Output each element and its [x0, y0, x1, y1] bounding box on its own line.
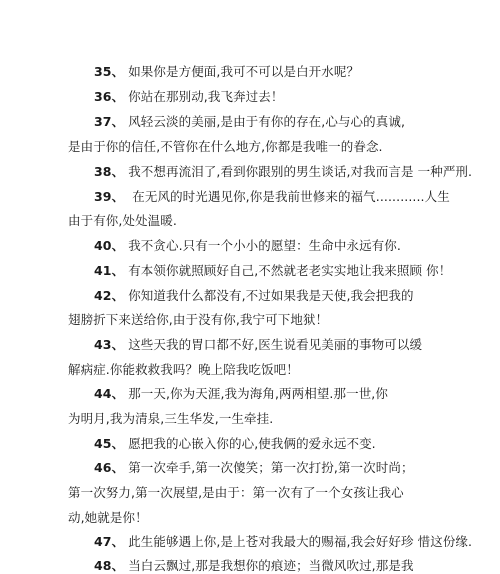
item-text: 那一天,你为天涯,我为海角,两两相望.那一世,你 — [128, 386, 388, 401]
list-item — [94, 288, 414, 304]
item-number: 41、 — [94, 263, 125, 278]
item-number: 48、 — [94, 558, 125, 573]
list-item — [94, 114, 405, 130]
item-text: 有本领你就照顾好自己,不然就老老实实地让我来照顾 你！ — [128, 263, 452, 278]
item-continuation: 翅膀折下来送给你,由于没有你,我宁可下地狱！ — [68, 312, 329, 327]
item-number: 43、 — [94, 337, 125, 352]
item-number: 45、 — [94, 436, 125, 451]
list-item — [94, 386, 388, 402]
item-text: 如果你是方便面,我可不可以是白开水呢？ — [128, 64, 360, 79]
item-text: 风轻云淡的美丽,是由于有你的存在,心与心的真诚, — [128, 114, 406, 129]
item-number: 37、 — [94, 114, 125, 129]
list-item — [94, 64, 359, 80]
item-text: 当白云飘过,那是我想你的痕迹；当微风吹过,那是我 — [128, 558, 414, 573]
item-number: 40、 — [94, 238, 125, 253]
item-text: 在无风的时光遇见你,你是我前世修来的福气............人生 — [128, 189, 450, 204]
item-number: 42、 — [94, 288, 125, 303]
item-continuation: 由于有你,处处温暖. — [68, 213, 177, 228]
list-item — [94, 89, 283, 105]
item-text: 我不贪心.只有一个小小的愿望：生命中永远有你. — [128, 238, 401, 253]
item-continuation: 第一次努力,第一次展望,是由于：第一次有了一个女孩让我心 — [68, 485, 404, 500]
list-item — [94, 238, 401, 254]
item-text: 我不想再流泪了,看到你跟别的男生谈话,对我而言是 一种严刑. — [128, 164, 473, 179]
item-text: 愿把我的心嵌入你的心,使我俩的爱永远不变. — [128, 436, 376, 451]
item-continuation: 动,她就是你！ — [68, 510, 148, 525]
item-text: 你站在那别动,我飞奔过去！ — [128, 89, 284, 104]
item-continuation: 为明月,我为清泉,三生华发,一生牵挂. — [68, 411, 274, 426]
list-item — [94, 337, 422, 353]
item-number: 36、 — [94, 89, 125, 104]
list-item — [94, 189, 450, 205]
list-item — [94, 460, 414, 476]
item-number: 46、 — [94, 460, 125, 475]
item-number: 39、 — [94, 189, 125, 204]
item-continuation: 是由于你的信任,不管你在什么地方,你都是我唯一的眷念. — [68, 139, 383, 154]
list-item — [94, 263, 451, 279]
item-text: 第一次牵手,第一次傻笑；第一次打扮,第一次时尚； — [128, 460, 414, 475]
item-number: 38、 — [94, 164, 125, 179]
item-number: 44、 — [94, 386, 125, 401]
item-continuation: 解病症.你能救救我吗？晚上陪我吃饭吧！ — [68, 362, 299, 377]
list-item — [94, 436, 376, 452]
item-text: 这些天我的胃口都不好,医生说看见美丽的事物可以缓 — [128, 337, 423, 352]
item-number: 35、 — [94, 64, 125, 79]
list-item — [94, 164, 472, 180]
item-text: 你知道我什么都没有,不过如果我是天使,我会把我的 — [128, 288, 414, 303]
list-item — [94, 534, 472, 550]
item-number: 47、 — [94, 534, 125, 549]
list-item — [94, 558, 414, 574]
item-text: 此生能够遇上你,是上苍对我最大的赐福,我会好好珍 惜这份缘. — [128, 534, 473, 549]
